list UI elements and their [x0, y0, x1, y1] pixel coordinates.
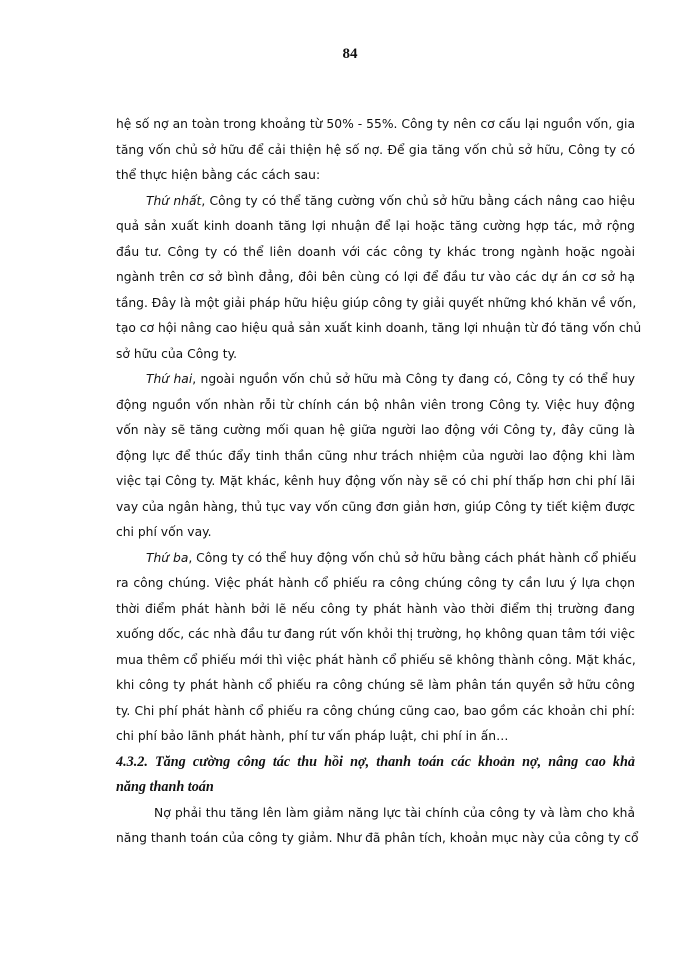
text-line: tầng. Đây là một giải pháp hữu hiệu giúp công ty giải quyết những khó khăn về vốn,	[116, 295, 637, 310]
text-line	[116, 189, 635, 215]
text-line: chi phí bảo lãnh phát hành, phí tư vấn pháp luật, chi phí in ấn…	[116, 729, 509, 743]
paragraph-4	[116, 546, 635, 750]
text-line: tạo cơ hội nâng cao hiệu quả sản xuất kinh doanh, tăng lợi nhuận từ đó tăng vốn chủ	[116, 321, 642, 335]
text-line	[116, 367, 635, 393]
text-line: ty. Chi phí phát hành cổ phiếu ra công chúng cũng cao, bao gồm các khoản chi phí:	[116, 703, 635, 718]
text-line: động nguồn vốn nhàn rỗi từ chính cán bộ nhân viên trong Công ty. Việc huy động	[116, 397, 635, 412]
text-line: vốn này sẽ tăng cường mối quan hệ giữa người lao động với Công ty, đây cũng là	[116, 423, 635, 437]
line-rest: , ngoài nguồn vốn chủ sở hữu mà Công ty đang có, Công ty có thể huy	[192, 372, 635, 386]
heading-line: năng thanh toán	[116, 779, 214, 795]
text-line: động lực để thúc đẩy tinh thần cũng như trách nhiệm của người lao động khi làm	[116, 448, 635, 463]
paragraph-lead: Thứ ba	[146, 550, 189, 565]
line-rest: , Công ty có thể huy động vốn chủ sở hữu bằng cách phát hành cổ phiếu	[188, 550, 637, 565]
text-line: thời điểm phát hành bởi lẽ nếu công ty phát hành vào thời điểm thị trường đang	[116, 601, 635, 616]
text-line: ngành trên cơ sở bình đẳng, đôi bên cùng có lợi để đầu tư vào các dự án cơ sở hạ	[116, 270, 635, 284]
heading-line: 4.3.2. Tăng cường công tác thu hồi nợ, thanh toán các khoản nợ, nâng cao khả	[116, 753, 635, 770]
paragraph-2	[116, 189, 642, 368]
text-line: mua thêm cổ phiếu mới thì việc phát hành cổ phiếu sẽ không thành công. Mặt khác,	[116, 652, 636, 667]
document-body	[116, 112, 642, 852]
text-line: xuống dốc, các nhà đầu tư đang rút vốn khỏi thị trường, họ không quan tâm tới việc	[116, 627, 635, 641]
paragraph-lead: Thứ hai	[146, 372, 193, 386]
text-line: chi phí vốn vay.	[116, 525, 212, 539]
paragraph-lead: Thứ nhất	[146, 193, 202, 208]
text-line: tăng vốn chủ sở hữu để cải thiện hệ số nợ. Để gia tăng vốn chủ sở hữu, Công ty có	[116, 142, 635, 157]
text-line: quả sản xuất kinh doanh tăng lợi nhuận để lại hoặc tăng cường hợp tác, mở rộng	[116, 219, 635, 233]
paragraph-5	[116, 801, 639, 852]
paragraph-3	[116, 367, 635, 546]
text-line: hệ số nợ an toàn trong khoảng từ 50% - 55%. Công ty nên cơ cấu lại nguồn vốn, gia	[116, 117, 635, 131]
text-line: Nợ phải thu tăng lên làm giảm năng lực tài chính của công ty và làm cho khả	[154, 805, 635, 820]
text-line	[116, 546, 635, 572]
text-line: thể thực hiện bằng các cách sau:	[116, 168, 321, 182]
section-heading	[116, 750, 635, 801]
text-line: vay của ngân hàng, thủ tục vay vốn cũng đơn giản hơn, giúp Công ty tiết kiệm được	[116, 499, 635, 514]
text-line: ra công chúng. Việc phát hành cổ phiếu ra công chúng công ty cần lưu ý lựa chọn	[116, 576, 635, 590]
text-line: sở hữu của Công ty.	[116, 346, 237, 361]
text-line: khi công ty phát hành cổ phiếu ra công chúng sẽ làm phân tán quyền sở hữu công	[116, 678, 635, 692]
paragraph-1	[116, 112, 635, 189]
line-rest: , Công ty có thể tăng cường vốn chủ sở hữu bằng cách nâng cao hiệu	[201, 193, 635, 208]
text-line: đầu tư. Công ty có thể liên doanh với các công ty khác trong ngành hoặc ngoài	[116, 244, 635, 259]
page-number: 84	[342, 46, 358, 62]
text-line: việc tại Công ty. Mặt khác, kênh huy động vốn này sẽ có chi phí thấp hơn chi phí lãi	[116, 474, 635, 488]
text-line: năng thanh toán của công ty giảm. Như đã phân tích, khoản mục này của công ty cổ	[116, 831, 639, 845]
